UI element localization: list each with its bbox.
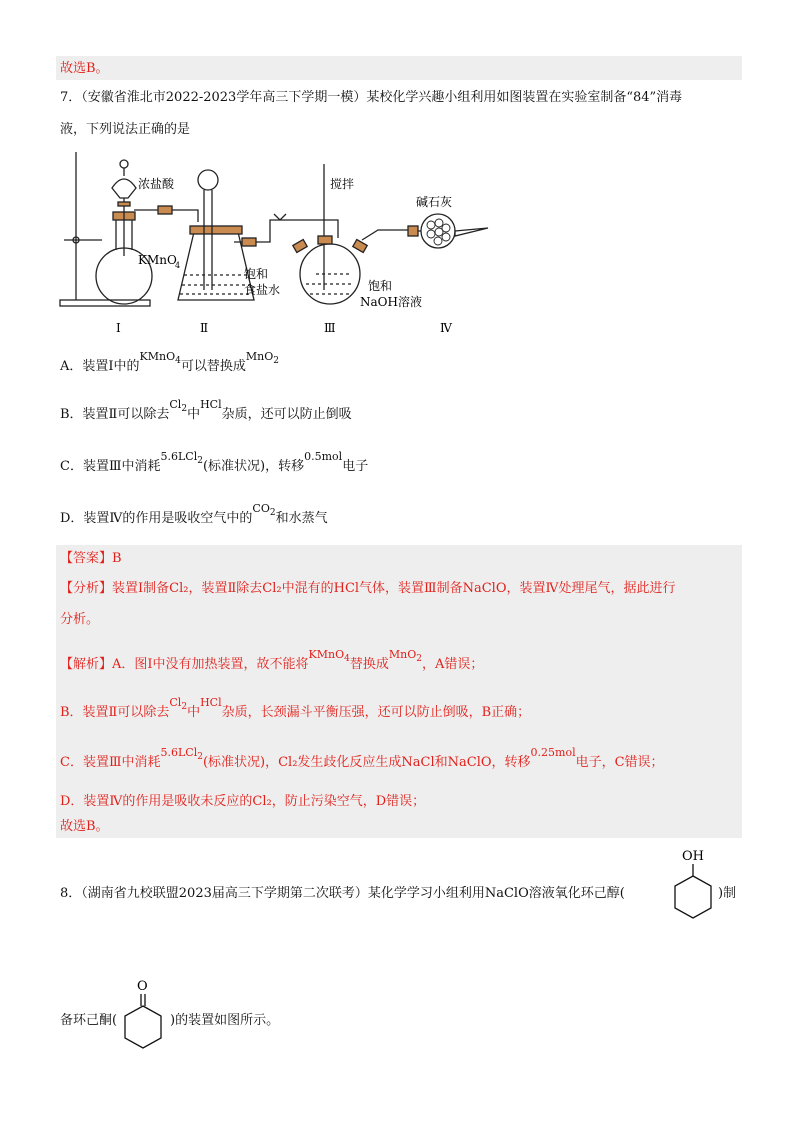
label-sat-brine-1: 饱和 [244,267,269,281]
solution-d: D．装置Ⅳ的作用是吸收未反应的Cl₂，防止污染空气，D错误； [60,794,426,809]
previous-conclusion: 故选B。 [60,61,109,76]
roman-2: Ⅱ [200,321,209,335]
q7-stem-line1: 7．（安徽省淮北市2022-2023学年高三下学期一模）某校化学兴趣小组利用如图装置在实验室制备“84”消毒 [60,90,683,105]
q8-line1-post: )制 [718,886,737,901]
label-naoh-2: NaOH溶液 [360,295,422,309]
roman-4: Ⅳ [440,321,452,335]
answer: 【答案】B [60,551,122,566]
q7-stem-line2: 液，下列说法正确的是 [60,122,191,137]
solution-b: B．装置Ⅱ可以除去$^{Cl_2}$中$^{HCl}$杂质，长颈漏斗平衡压强，还可以防止倒吸，B正确； [60,696,531,720]
solution-conclusion: 故选B。 [60,819,109,834]
o-label: O [137,979,148,994]
label-naoh-1: 饱和 [368,279,393,293]
label-sat-brine-2: 食盐水 [244,283,281,297]
cyclohexanone-structure [118,972,168,1054]
roman-1: Ⅰ [116,321,121,335]
option-b: B．装置Ⅱ可以除去$^{Cl_2}$中$^{HCl}$杂质，还可以防止倒吸 [60,398,352,422]
apparatus-figure [58,150,498,340]
option-d: D．装置Ⅳ的作用是吸收空气中的$^{CO_2}$和水蒸气 [60,502,328,526]
roman-3: Ⅲ [324,321,336,335]
q8-line1-pre: 8．（湖南省九校联盟2023届高三下学期第二次联考）某化学学习小组利用NaClO溶液氧化环己醇( [60,886,625,901]
solution-c: C．装置Ⅲ中消耗$^{5.6LCl_2}$(标准状况)，Cl₂发生歧化反应生成NaCl和NaClO，转移$^{0.25mol}$电子，C错误； [60,746,664,770]
label-conc-hcl: 浓盐酸 [138,177,175,191]
label-soda-lime: 碱石灰 [416,195,453,209]
analysis-line2: 分析。 [60,612,100,627]
solution-a: 【解析】A．图Ⅰ中没有加热装置，故不能将$^{KMnO_4}$替换成$^{MnO_2}$，A错误； [60,648,484,672]
previous-answer-block [56,56,742,80]
q8-line2-pre: 备环己酮( [60,1013,118,1028]
label-kmno4: KMnO [138,253,177,267]
option-a: A．装置Ⅰ中的$^{KMnO_4}$可以替换成$^{MnO_2}$ [60,350,279,374]
q8-line2-post: )的装置如图所示。 [170,1013,280,1028]
cyclohexanol-structure [668,842,718,924]
option-c: C．装置Ⅲ中消耗$^{5.6LCl_2}$(标准状况)，转移$^{0.5mol}$电子 [60,450,369,474]
label-stir: 搅拌 [330,177,355,191]
oh-label: OH [682,849,704,864]
analysis-line1: 【分析】装置Ⅰ制备Cl₂，装置Ⅱ除去Cl₂中混有的HCl气体，装置Ⅲ制备NaClO，装置Ⅳ处理尾气，据此进行 [60,581,676,596]
label-kmno4-sub: 4 [175,261,181,270]
